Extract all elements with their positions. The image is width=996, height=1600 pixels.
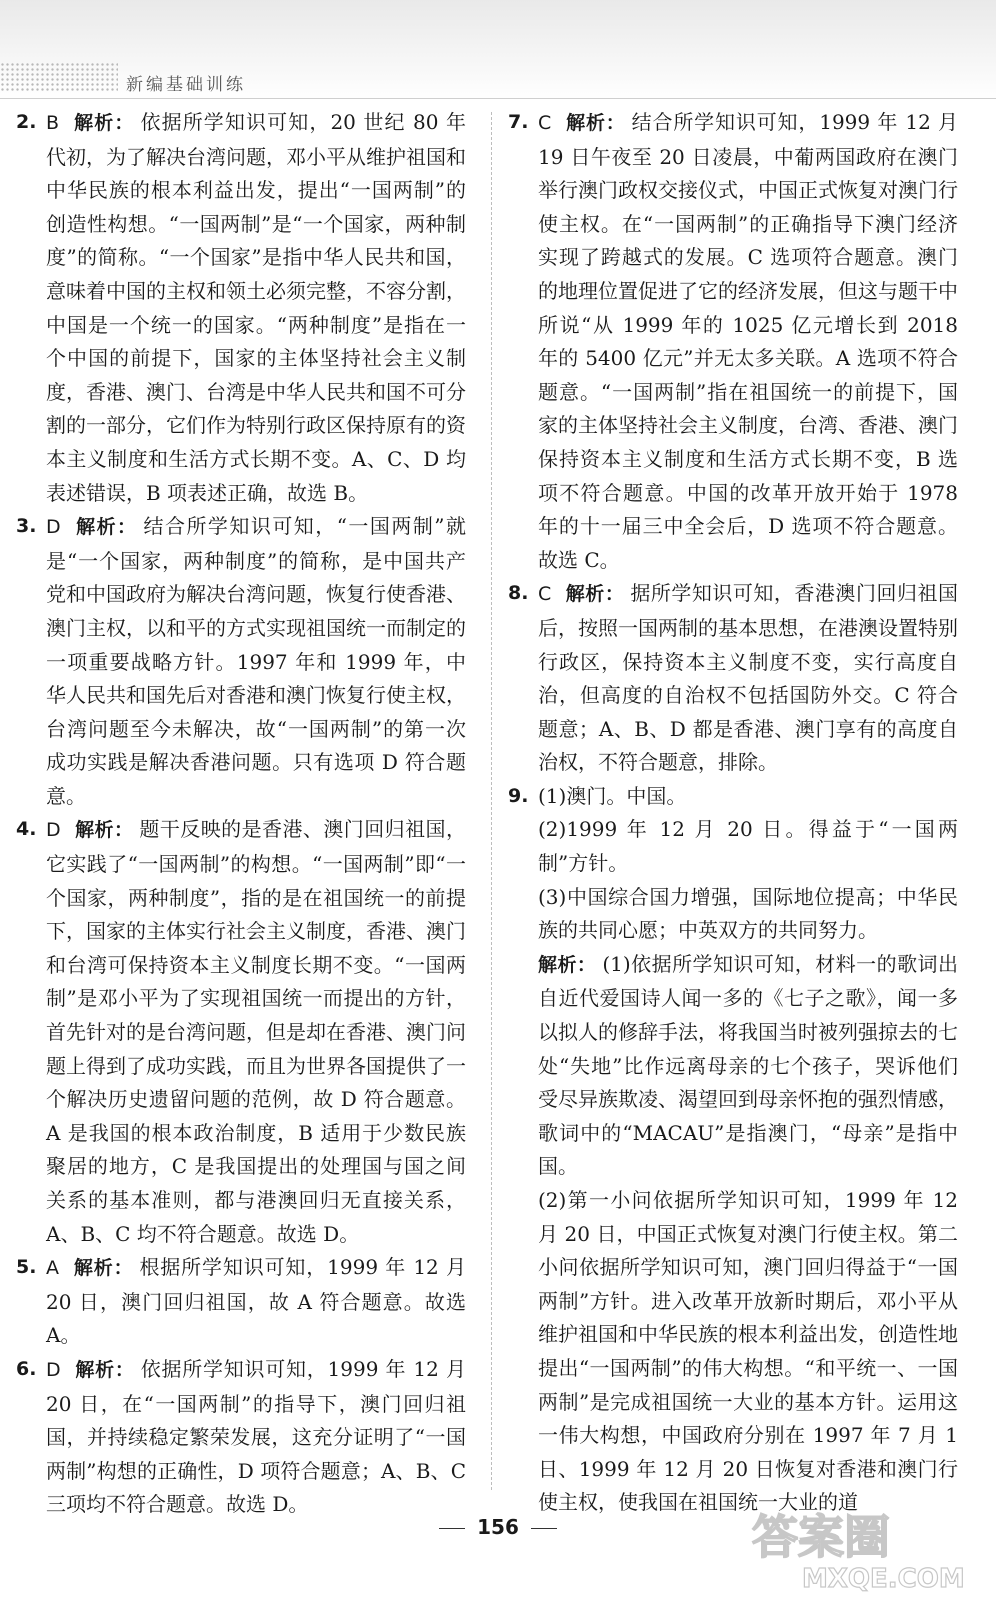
analysis-label: 解析： — [538, 953, 597, 976]
question-2 — [16, 106, 466, 510]
right-column — [508, 106, 958, 1520]
question-number: 9. — [508, 784, 529, 807]
analysis-text: 结合所学知识可知，1999 年 12 月 19 日午夜至 20 日凌晨，中葡两国政府在澳门举行澳门政权交接仪式，中国正式恢复对澳门行使主权。在“一国两制”的正确指导下澳门经济实现了跨越式的发展。C 选项符合题意。澳门的地理位置促进了它的经济发展，但这与题干中所说“从 1999 年的 1025 亿元增长到 2018 年的 5400 亿元”并无太多关联。A 选项不符合题意。“一国两制”指在祖国统一的前提下，国家的主体坚持社会主义制度，台湾、香港、澳门保持资本主义制度和生活方式长期不变，B 选项不符合题意。中国的改革开放开始于 1978 年的十一届三中全会后，D 选项不符合题意。故选 C。 — [538, 110, 958, 572]
watermark-logo — [742, 1495, 992, 1595]
question-number: 2. — [16, 111, 37, 133]
answer-part-2: (2)1999 年 12 月 20 日。得益于“一国两制”方针。 — [538, 817, 958, 876]
question-number: 8. — [508, 582, 529, 605]
analysis-text: 结合所学知识可知，“一国两制”就是“一个国家，两种制度”的简称，是中国共产党和中国政府为解决台湾问题，恢复行使香港、澳门主权，以和平的方式实现祖国统一而制定的一项重要战略方针。1997 年和 1999 年，中华人民共和国先后对香港和澳门恢复行使主权，台湾问题至今未解决，故“一国两制”的第一次成功实践是解决香港问题。只有选项 D 符合题意。 — [46, 514, 466, 808]
analysis-text: 据所学知识可知，香港澳门回归祖国后，按照一国两制的基本思想，在港澳设置特别行政区，保持资本主义制度不变，实行高度自治，但高度的自治权不包括国防外交。C 符合题意；A、B、D 都是香港、澳门享有的高度自治权，不符合题意，排除。 — [538, 581, 958, 775]
question-number: 5. — [16, 1256, 37, 1279]
header-rule — [0, 98, 996, 99]
question-number: 4. — [16, 818, 37, 841]
question-4 — [16, 813, 466, 1251]
analysis-text: 依据所学知识可知，20 世纪 80 年代初，为了解决台湾问题，邓小平从维护祖国和中华民族的根本利益出发，提出“一国两制”的创造性构想。“一国两制”是“一个国家，两种制度”的简称。“一个国家”是指中华人民共和国，意味着中国的主权和领土必须完整，不容分割，中国是一个统一的国家。“两种制度”是指在一个中国的前提下，国家的主体坚持社会主义制度，香港、澳门、台湾是中华人民共和国不可分割的一部分，它们作为特别行政区保持原有的资本主义制度和生活方式长期不变。A、C、D 均表述错误，B 项表述正确，故选 B。 — [46, 110, 466, 505]
analysis-label: 解析： — [74, 516, 138, 539]
question-number: 7. — [508, 111, 529, 133]
left-column — [16, 106, 466, 1522]
analysis-text: 根据所学知识可知，1999 年 12 月 20 日，澳门回归祖国，故 A 符合题意。故选 A。 — [46, 1255, 466, 1348]
answer-letter: C — [538, 583, 552, 606]
answer-letter: D — [46, 516, 61, 539]
question-number: 6. — [16, 1357, 37, 1380]
question-5 — [16, 1251, 466, 1353]
analysis-text: 依据所学知识可知，1999 年 12 月 20 日，在“一国两制”的指导下，澳门回归祖国，并持续稳定繁荣发展，这充分证明了“一国两制”构想的正确性，D 项符合题意；A、B、C 三项均不符合题意。故选 D。 — [46, 1356, 466, 1517]
footer-dash-left — [439, 1528, 465, 1529]
analysis-text: 题干反映的是香港、澳门回归祖国，它实践了“一国两制”的构想。“一国两制”即“一个国家，两种制度”，指的是在祖国统一的前提下，国家的主体实行社会主义制度，香港、澳门和台湾可保持资本主义制度长期不变。“一国两制”是邓小平为了实现祖国统一而提出的方针，首先针对的是台湾问题，但是却在香港、澳门问题上得到了成功实践，而且为世界各国提供了一个解决历史遗留问题的范例，故 D 符合题意。A 是我国的根本政治制度，B 适用于少数民族聚居的地方，C 是我国提出的处理国与国之间关系的基本准则，都与港澳回归无直接关系，A、B、C 均不符合题意。故选 D。 — [46, 817, 466, 1246]
answer-part-3: (3)中国综合国力增强，国际地位提高；中华民族的共同心愿；中英双方的共同努力。 — [538, 884, 958, 943]
svg-text:MXQE.COM: MXQE.COM — [802, 1564, 965, 1594]
answer-letter: B — [46, 112, 60, 134]
svg-text:答案圈: 答案圈 — [752, 1510, 890, 1564]
answer-letter: A — [46, 1257, 59, 1280]
answer-part-1: (1)澳门。中国。 — [538, 783, 687, 808]
question-7 — [508, 106, 958, 577]
analysis-label: 解析： — [73, 1257, 134, 1280]
answer-letter: D — [46, 819, 61, 842]
header-dot-pattern — [0, 62, 118, 92]
answer-letter: C — [538, 112, 552, 134]
analysis-label: 解析： — [74, 819, 134, 842]
question-number: 3. — [16, 515, 37, 538]
analysis-label: 解析： — [73, 112, 135, 134]
analysis-part-2: (2)第一小问依据所学知识可知，1999 年 12 月 20 日，中国正式恢复对澳门行使主权。第二小问依据所学知识可知，澳门回归得益于“一国两制”方针。进入改革开放新时期后，邓小平从维护祖国和中华民族的根本利益出发，创造性地提出“一国两制”的伟大构想。“和平统一、一国两制”是完成祖国统一大业的基本方针。运用这一伟大构想，中国政府分别在 1997 年 7 月 1 日、1999 年 12 月 20 日恢复对香港和澳门行使主权，使我国在祖国统一大业的道 — [538, 1188, 958, 1515]
column-divider — [491, 112, 492, 1490]
header-title: 新编基础训练 — [126, 75, 246, 95]
answer-letter: D — [46, 1358, 61, 1381]
question-6 — [16, 1353, 466, 1522]
question-3 — [16, 510, 466, 813]
analysis-label: 解析： — [565, 112, 626, 134]
page-header — [0, 0, 996, 100]
question-8 — [508, 577, 958, 780]
analysis-label: 解析： — [74, 1358, 135, 1381]
question-9 — [508, 780, 958, 814]
analysis-text: (1)依据所学知识可知，材料一的歌词出自近代爱国诗人闻一多的《七子之歌》，闻一多以拟人的修辞手法，将我国当时被列强掠去的七处“失地”比作远离母亲的七个孩子，哭诉他们受尽异族欺凌、渴望回到母亲怀抱的强烈情感，歌词中的“MACAU”是指澳门，“母亲”是指中国。 — [538, 951, 958, 1179]
footer-dash-right — [531, 1528, 557, 1529]
page-number: 156 — [477, 1515, 519, 1539]
analysis-part-1 — [508, 948, 958, 1184]
analysis-label: 解析： — [565, 583, 625, 606]
